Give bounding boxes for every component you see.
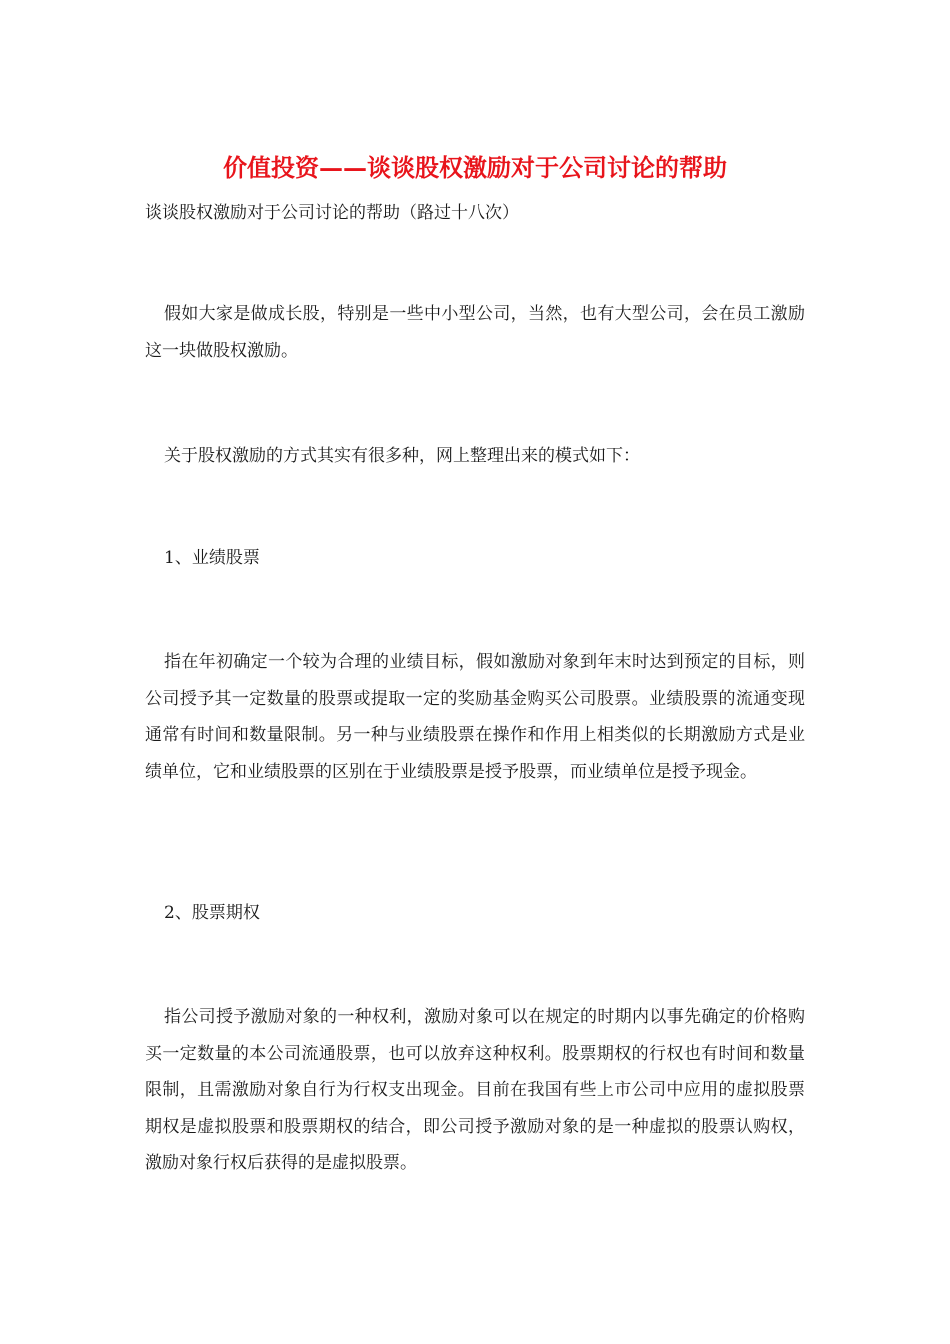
modes-intro-paragraph: 关于股权激励的方式其实有很多种，网上整理出来的模式如下： <box>164 446 640 466</box>
document-title: 价值投资——谈谈股权激励对于公司讨论的帮助 <box>223 153 727 182</box>
section-body-performance-shares: 指在年初确定一个较为合理的业绩目标，假如激励对象到年末时达到预定的目标，则公司授予其一定数量的股票或提取一定的奖励基金购买公司股票。业绩股票的流通变现通常有时间和数量限制。另一种与业绩股票在操作和作用上相类似的长期激励方式是业绩单位，它和业绩股票的区别在于业绩股票是授予股票，而业绩单位是授予现金。 <box>145 652 805 782</box>
section-heading-stock-options: 2、股票期权 <box>164 903 260 923</box>
document-subtitle: 谈谈股权激励对于公司讨论的帮助（路过十八次） <box>145 203 519 223</box>
section-heading-performance-shares: 1、业绩股票 <box>164 548 260 568</box>
intro-paragraph: 假如大家是做成长股，特别是一些中小型公司，当然，也有大型公司，会在员工激励这一块做股权激励。 <box>145 304 805 361</box>
section-body-stock-options: 指公司授予激励对象的一种权利，激励对象可以在规定的时期内以事先确定的价格购买一定数量的本公司流通股票，也可以放弃这种权利。股票期权的行权也有时间和数量限制，且需激励对象自行为行权支出现金。目前在我国有些上市公司中应用的虚拟股票期权是虚拟股票和股票期权的结合，即公司授予激励对象的是一种虚拟的股票认购权，激励对象行权后获得的是虚拟股票。 <box>145 1007 805 1173</box>
